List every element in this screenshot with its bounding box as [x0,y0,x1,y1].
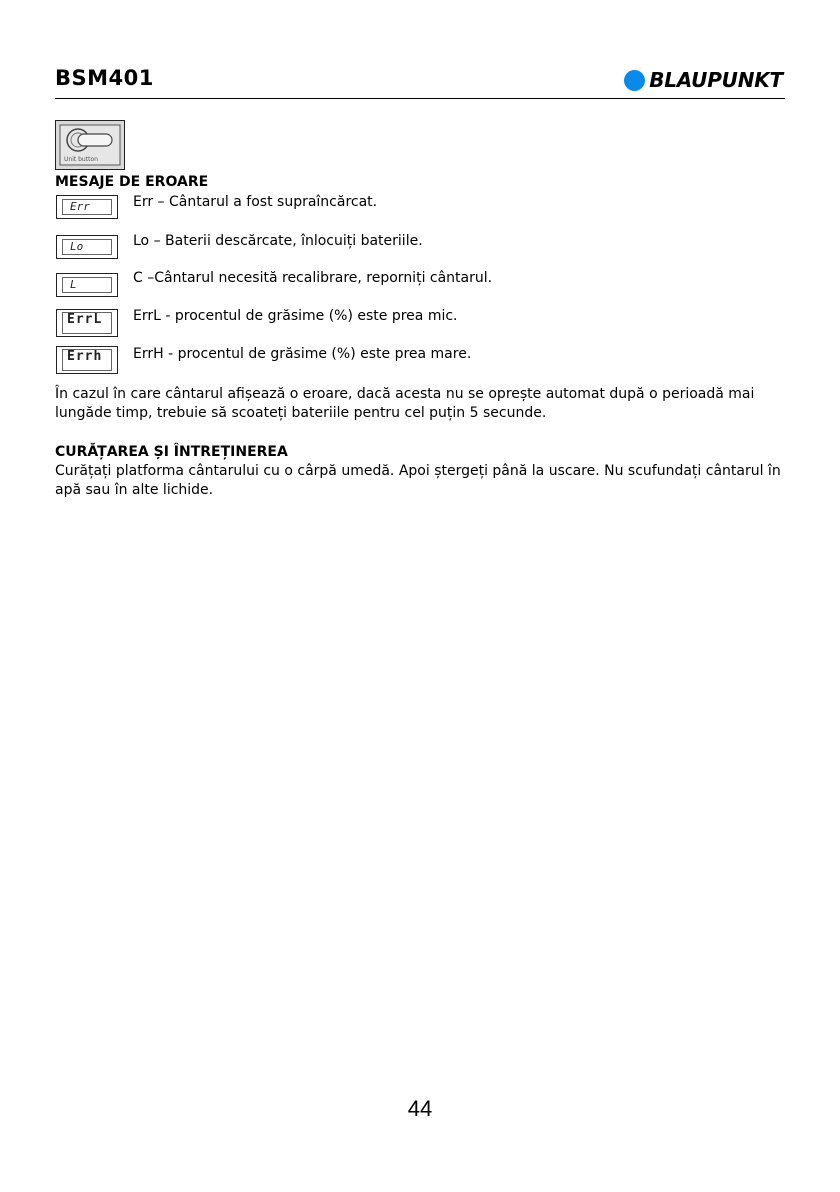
page-number: 44 [407,1096,433,1121]
error-note [55,385,785,423]
unit-button-illustration [55,120,125,170]
brand-logo [624,68,783,92]
error-note-line: În cazul în care cântarul afișează o eroare, dacă acesta nu se oprește automat după o perioadă mai [55,386,755,402]
lcd-readout: L [62,277,112,293]
error-description-errl: ErrL - procentul de grăsime (%) este prea mic. [133,308,458,324]
care-line: apă sau în alte lichide. [55,482,214,498]
errors-section-title: MESAJE DE EROARE [55,174,209,190]
error-description-err: Err – Cântarul a fost supraîncărcat. [133,194,378,210]
unit-button-label: Unit button [64,156,98,163]
error-description-lo: Lo – Baterii descărcate, înlocuiți bateriile. [133,233,423,249]
lcd-readout: Err [62,199,112,215]
error-description-errh: ErrH - procentul de grăsime (%) este prea mare. [133,346,472,362]
care-section-title: CURĂȚAREA ȘI ÎNTREȚINEREA [55,444,288,460]
lcd-display-c [56,273,118,297]
brand-dot-icon [624,70,645,91]
error-description-c: C –Cântarul necesită recalibrare, reporniți cântarul. [133,270,493,286]
error-note-line: lungăde timp, trebuie să scoateți bateriile pentru cel puțin 5 secunde. [55,405,547,421]
lcd-display-lo [56,235,118,259]
lcd-display-errl [56,309,118,337]
lcd-display-errh [56,346,118,374]
lcd-readout: ErrL [62,312,112,334]
unit-button-icon [56,121,124,169]
model-name: BSM401 [55,66,154,90]
care-paragraph [55,462,785,500]
lcd-display-err [56,195,118,219]
brand-name: BLAUPUNKT [649,68,783,92]
page-header [55,62,785,99]
lcd-readout: Lo [62,239,112,255]
care-line: Curățați platforma cântarului cu o cârpă umedă. Apoi ștergeți până la uscare. Nu scufundați cântarul în [55,463,781,479]
lcd-readout: Errh [62,349,112,371]
